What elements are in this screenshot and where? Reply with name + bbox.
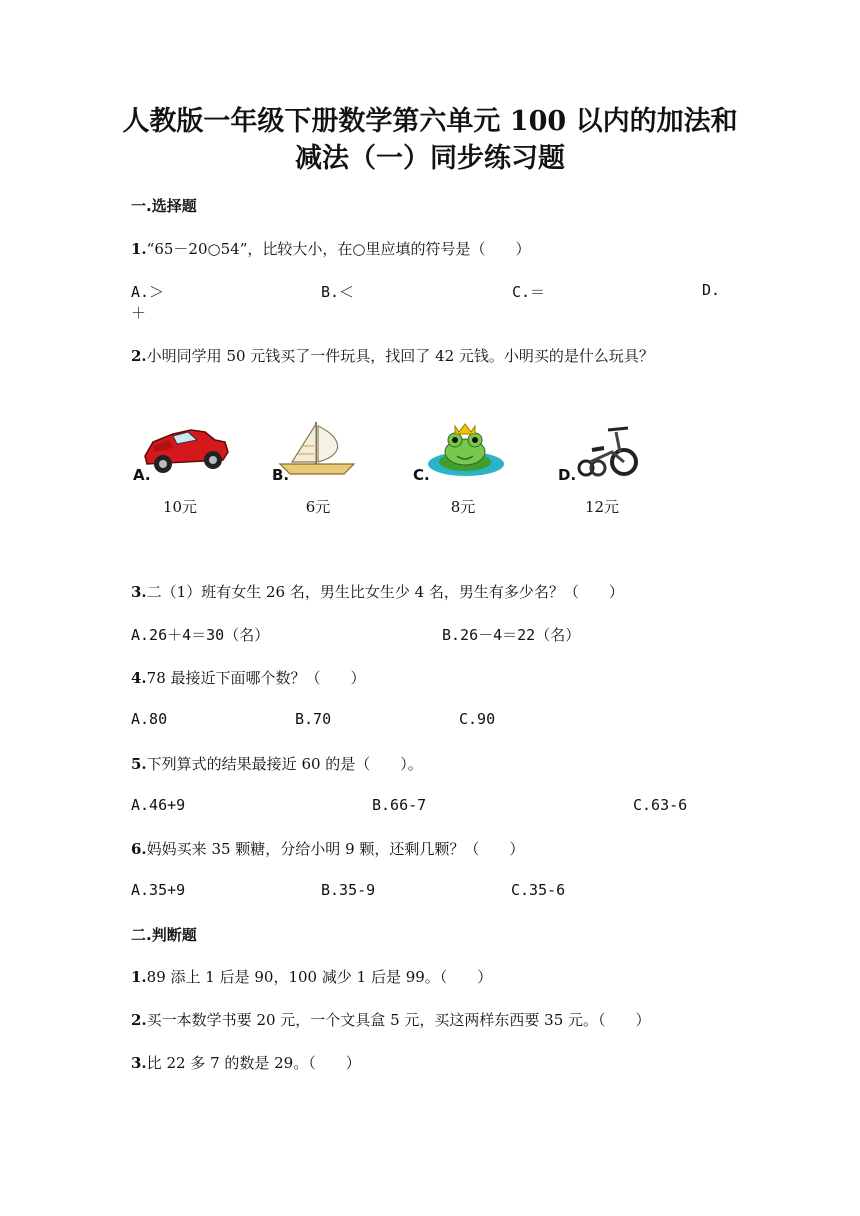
question-text: 妈妈买来 35 颗糖，分给小明 9 颗，还剩几颗？（ ）: [146, 840, 525, 858]
option-a[interactable]: A.26＋4＝30（名）: [131, 626, 270, 644]
question-number: 1.: [131, 968, 147, 986]
question-text: 78 最接近下面哪个数？（ ）: [146, 669, 366, 687]
question-text: “65－20○54”，比较大小，在○里应填的符号是（ ）: [146, 240, 531, 258]
option-a[interactable]: A.80: [131, 710, 168, 728]
page-title-line-2: 减法（一）同步练习题: [295, 143, 565, 174]
question-2: [131, 345, 654, 366]
option-d-value: ＋: [131, 304, 147, 322]
question-number: 5.: [131, 755, 147, 773]
question-text: 二（1）班有女生 26 名，男生比女生少 4 名，男生有多少名？（ ）: [146, 583, 624, 601]
option-c[interactable]: C.＝: [512, 283, 546, 301]
toy-label-b: B.: [272, 466, 290, 484]
judgement-1: [131, 966, 492, 987]
question-text: 小明同学用 50 元钱买了一件玩具，找回了 42 元钱。小明买的是什么玩具？: [146, 347, 654, 365]
question-number: 4.: [131, 669, 147, 687]
page-title-line-1: 人教版一年级下册数学第六单元 100 以内的加法和: [122, 106, 738, 137]
section-heading-choice: 一.选择题: [131, 197, 197, 215]
toy-label-a: A.: [133, 466, 151, 484]
toy-price-c: 8元: [450, 498, 476, 516]
option-a[interactable]: A.＞: [131, 283, 165, 301]
option-b[interactable]: B.66-7: [372, 796, 427, 814]
toy-label-c: C.: [413, 466, 430, 484]
toy-option-c[interactable]: [425, 418, 507, 480]
option-b[interactable]: B.35-9: [321, 881, 376, 899]
question-5: [131, 753, 423, 774]
option-b[interactable]: B.70: [295, 710, 332, 728]
judgement-2: [131, 1009, 651, 1030]
question-text: 买一本数学书要 20 元，一个文具盒 5 元，买这两样东西要 35 元。（ ）: [146, 1011, 651, 1029]
option-a[interactable]: A.46+9: [131, 796, 186, 814]
question-number: 6.: [131, 840, 147, 858]
question-1: [131, 238, 530, 259]
question-number: 1.: [131, 240, 147, 258]
option-b[interactable]: B.26－4＝22（名）: [442, 626, 581, 644]
toy-price-d: 12元: [584, 498, 620, 516]
question-number: 2.: [131, 347, 147, 365]
option-c[interactable]: C.63-6: [633, 796, 688, 814]
frog-icon: [425, 418, 507, 480]
question-number: 3.: [131, 1054, 147, 1072]
question-4: [131, 667, 366, 688]
section-heading-judgement: 二.判断题: [131, 926, 197, 944]
tricycle-icon: [572, 422, 644, 480]
toy-price-b: 6元: [305, 498, 331, 516]
question-number: 2.: [131, 1011, 147, 1029]
option-d[interactable]: D.: [702, 281, 721, 299]
option-c[interactable]: C.90: [459, 710, 496, 728]
question-number: 3.: [131, 583, 147, 601]
question-6: [131, 838, 524, 859]
toy-label-d: D.: [558, 466, 577, 484]
option-c[interactable]: C.35-6: [511, 881, 566, 899]
question-text: 比 22 多 7 的数是 29。（ ）: [146, 1054, 361, 1072]
judgement-3: [131, 1052, 361, 1073]
toy-price-a: 10元: [162, 498, 198, 516]
toy-option-d[interactable]: [572, 422, 644, 480]
option-a[interactable]: A.35+9: [131, 881, 186, 899]
question-text: 89 添上 1 后是 90，100 减少 1 后是 99。（ ）: [146, 968, 493, 986]
question-text: 下列算式的结果最接近 60 的是（ ）。: [146, 755, 423, 773]
question-3: [131, 581, 624, 602]
option-b[interactable]: B.＜: [321, 283, 355, 301]
